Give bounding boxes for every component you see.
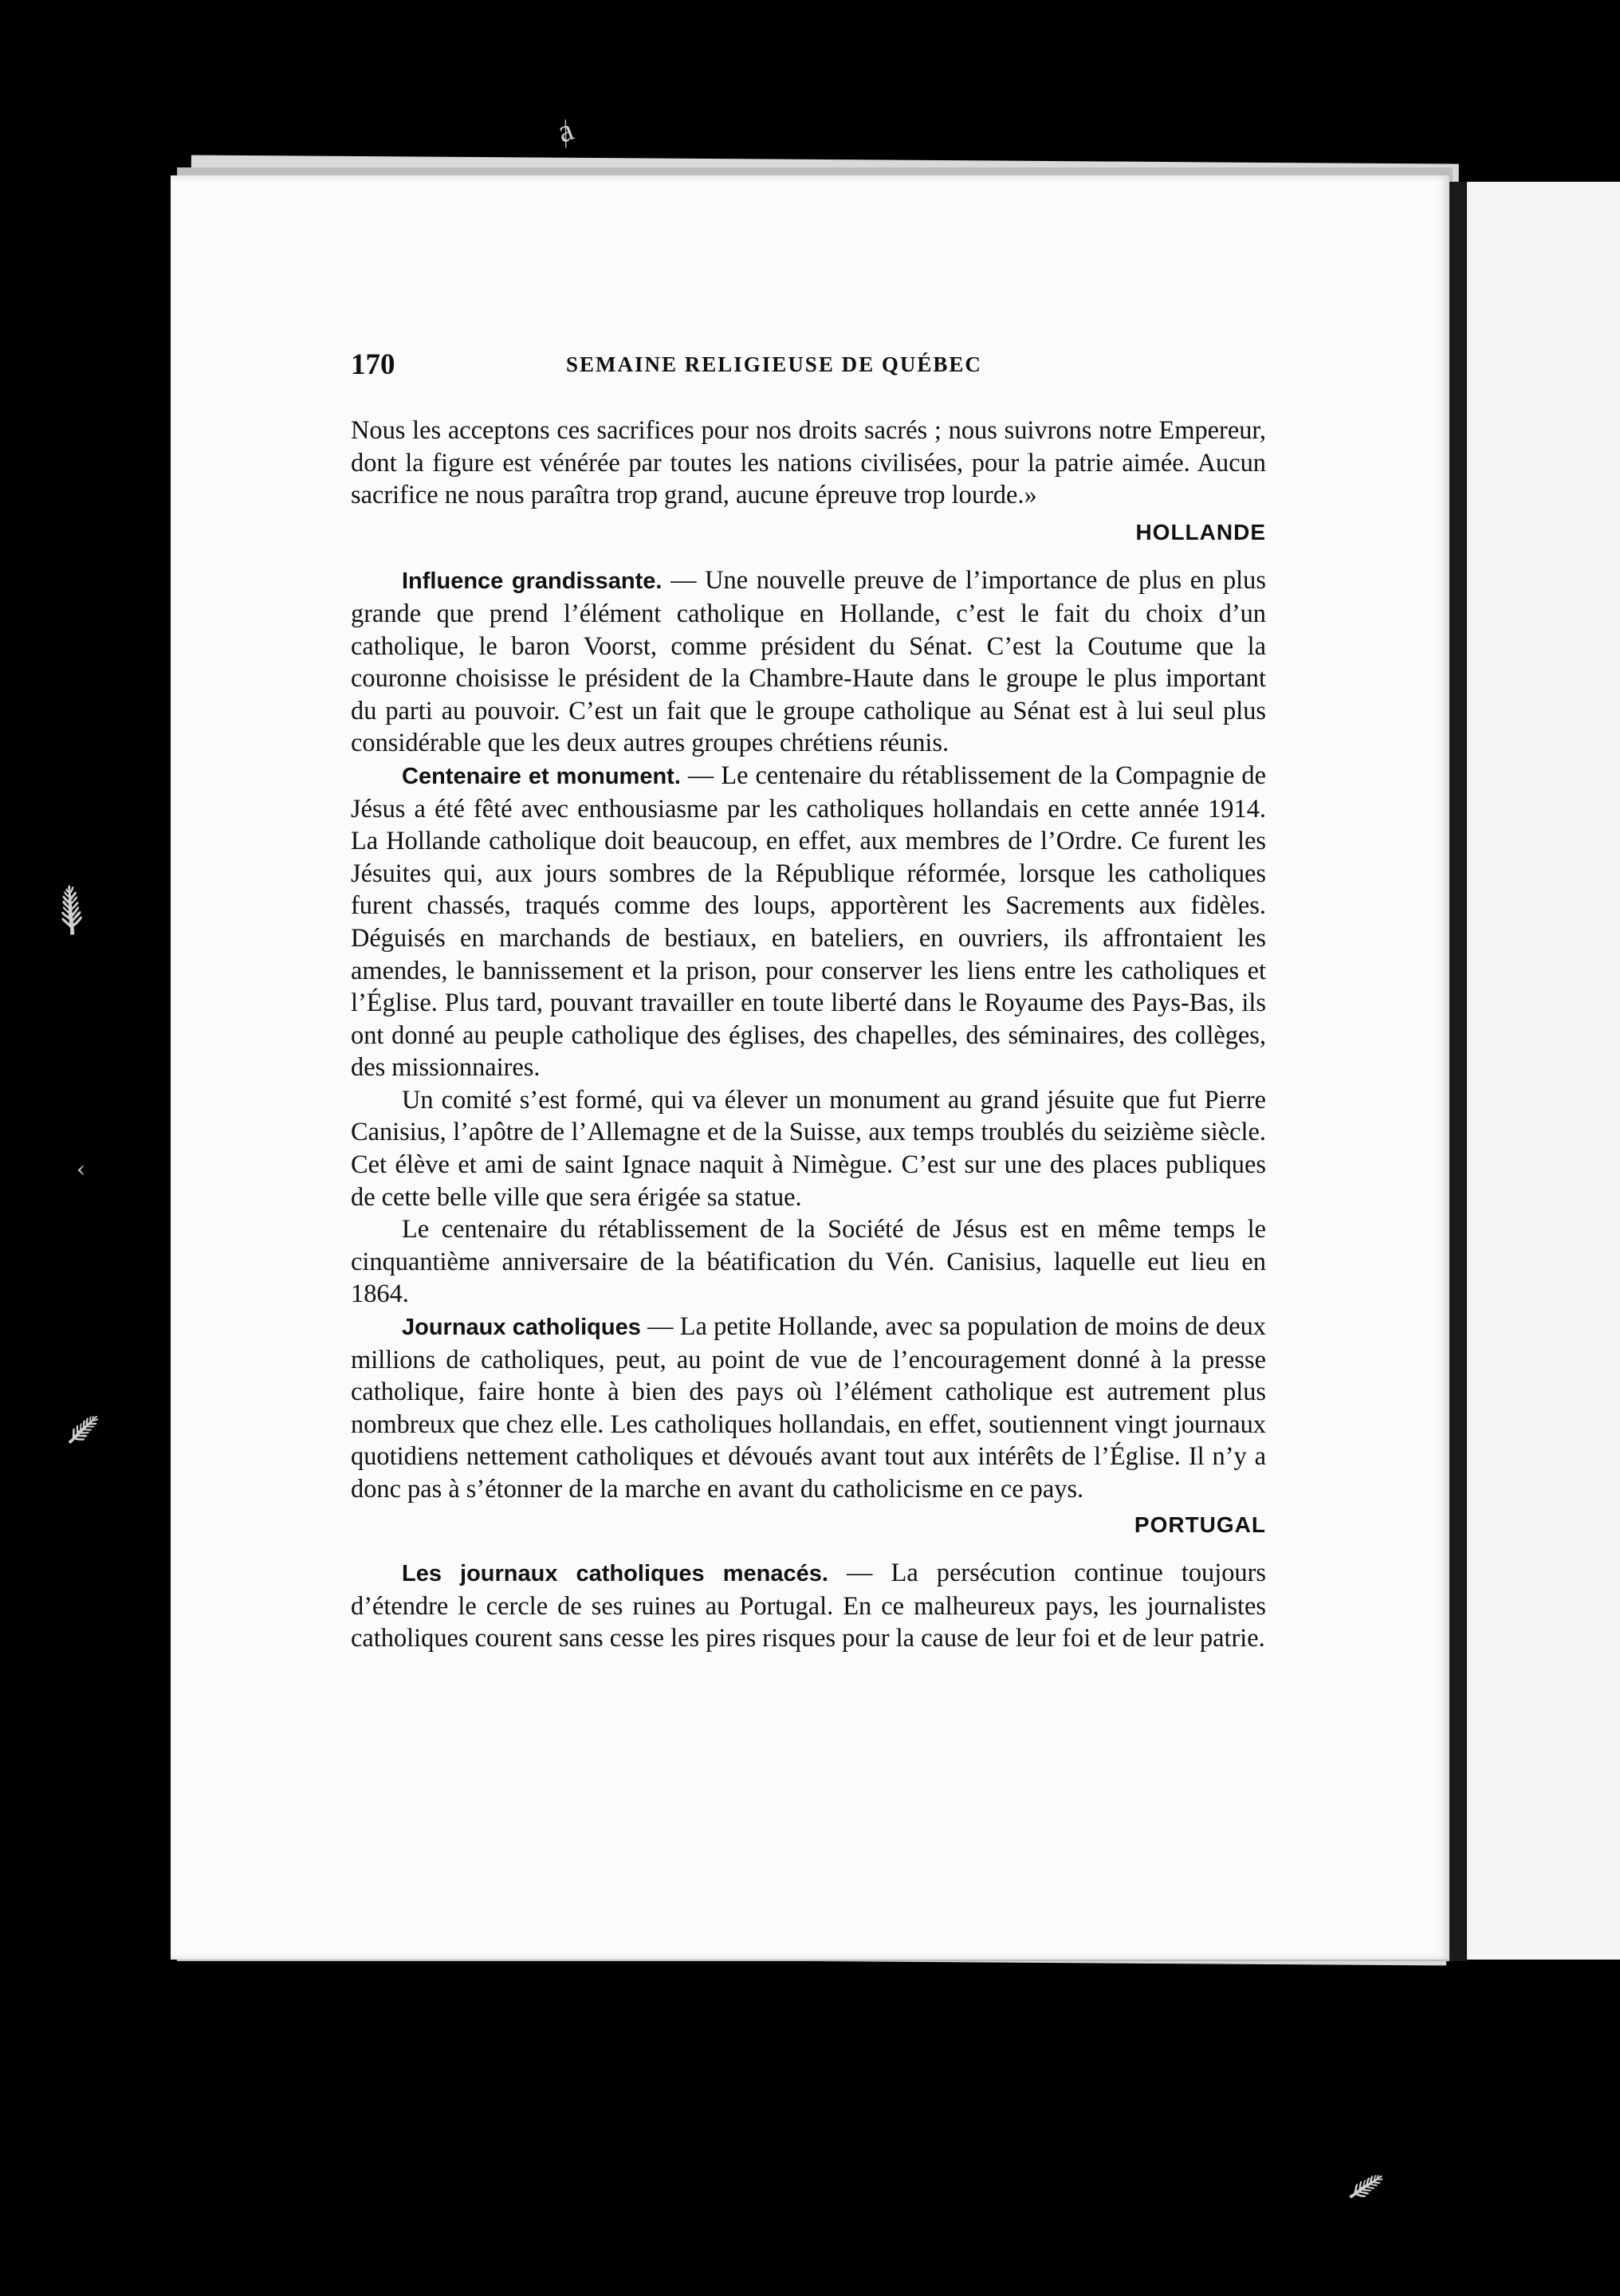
scan-speck: ⸙ <box>1334 2146 1401 2223</box>
scan-speck: ⱥ <box>552 111 579 151</box>
paragraph <box>351 1311 1266 1506</box>
paragraph <box>351 760 1266 1084</box>
run-in-heading: Les journaux catholiques menacés. <box>402 1561 828 1587</box>
run-in-heading: Centenaire et monument. <box>402 763 681 789</box>
scan-speck: ⸙ <box>23 858 116 958</box>
paragraph <box>351 1557 1266 1655</box>
section-heading-portugal: PORTUGAL <box>1134 1512 1266 1537</box>
running-header <box>351 348 1268 386</box>
page-body <box>351 415 1266 1655</box>
scan-speck: ⸙ <box>55 1390 113 1465</box>
paragraph-text: — Une nouvelle preuve de l’importance de plus en plus grande que prend l’élément catholique en Hollande, c’est le fait du choix d’un catholique, le baron Voorst, comme président du Sénat. C’est la Coutume que la couronne choisisse le président de la Chambre-Haute dans le groupe le plus important du parti au pouvoir. C’est un fait que le groupe catholique au Sénat est à lui seul plus considérable que les deux autres groupes chrétiens réunis. <box>351 566 1266 758</box>
page-number: 170 <box>351 348 395 381</box>
adjacent-page <box>1465 182 1620 1960</box>
run-in-heading: Influence grandissante. <box>402 568 663 595</box>
paragraph-text: — Le centenaire du rétablissement de la Compagnie de Jésus a été fêté avec enthousiasme par les catholiques hollandais en cette année 1914. La Hollande catholique doit beaucoup, en effet, aux membres de l’Ordre. Ce furent les Jésuites qui, aux jours sombres de la République réformée, lorsque les catholiques furent chassés, traqués comme des loups, apportèrent les Sacrements aux fidèles. Déguisés en marchands de bestiaux, en bateliers, en ouvriers, ils affrontaient les amendes, le bannissement et la prison, pour conserver les liens entre les catholiques et l’Église. Plus tard, pouvant travailler en toute liberté dans le Royaume des Pays-Bas, ils ont donné au peuple catholique des églises, des chapelles, des séminaires, des collèges, des missionnaires. <box>351 761 1266 1083</box>
run-in-heading: Journaux catholiques <box>402 1315 641 1341</box>
book-spine <box>1449 182 1467 1961</box>
running-title: SEMAINE RELIGIEUSE DE QUÉBEC <box>566 352 982 376</box>
paragraph <box>351 564 1266 760</box>
section-heading-hollande: HOLLANDE <box>1135 519 1266 545</box>
paragraph-text: — La persécution continue toujours d’étendre le cercle de ses ruines au Portugal. En ce malheureux pays, les journalistes catholiques courent sans cesse les pires risques pour la cause de leur foi et de leur patrie. <box>351 1559 1266 1653</box>
scan-speck: ‹ <box>77 1156 86 1182</box>
paragraph: Nous les acceptons ces sacrifices pour nos droits sacrés ; nous suivrons notre Empereur, dont la figure est vénérée par toutes les nations civilisées, pour la patrie aimée. Aucun sacrifice ne nous paraîtra trop grand, aucune épreuve trop lourde.» <box>351 416 1266 510</box>
paragraph: Un comité s’est formé, qui va élever un monument au grand jésuite que fut Pierre Canisius, l’apôtre de l’Allemagne et de la Suisse, aux temps troublés du seizième siècle. Cet élève et ami de saint Ignace naquit à Nimègue. C’est sur une des places publiques de cette belle ville que sera érigée sa statue. <box>351 1085 1266 1212</box>
paragraph-text: — La petite Hollande, avec sa population de moins de deux millions de catholiques, peut, au point de vue de l’encouragement donné à la presse catholique, faire honte à bien des pays où l’élément catholique est autrement plus nombreux que chez elle. Les catholiques hollandais, en effet, soutiennent vingt journaux quotidiens nettement catholiques et dévoués avant tout aux intérêts de l’Église. Il n’y a donc pas à s’étonner de la marche en avant du catholicisme en ce pays. <box>351 1312 1266 1504</box>
paragraph: Le centenaire du rétablissement de la Société de Jésus est en même temps le cinquantième anniversaire de la béatification du Vén. Canisius, laquelle eut lieu en 1864. <box>351 1215 1266 1309</box>
